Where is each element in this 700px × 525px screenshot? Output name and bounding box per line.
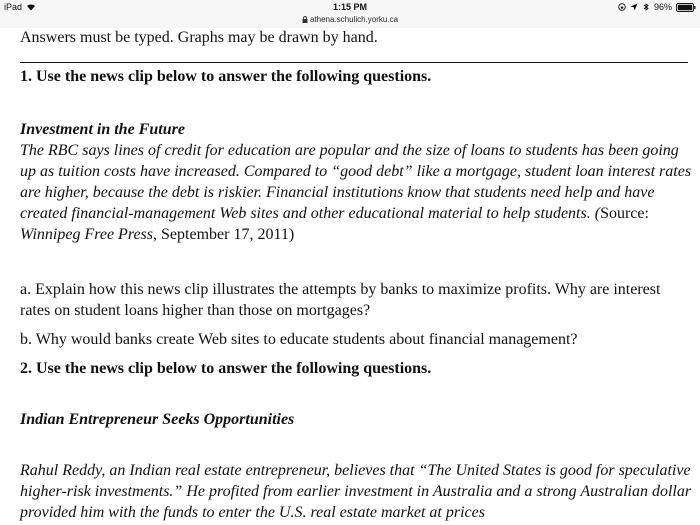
question-2-heading: 2. Use the news clip below to answer the following questions. [20,360,432,377]
orientation-lock-icon [618,3,626,11]
question-1-heading: 1. Use the news clip below to answer the following questions. [20,68,432,85]
divider [20,62,688,63]
question-1b: b. Why would banks create Web sites to educate students about financial management? [20,331,578,348]
clip-1-title: Investment in the Future [20,121,185,138]
clip-1-text: The RBC says lines of credit for education are popular and the size of loans to students has been going up as tuition costs have increased. Compared to “good debt” like a mortgage, student loan interest rates are higher, because the debt is riskier. Financial institutions know that students need help and have created financial-management Web sites and other educational material to help students. ( [20,142,692,222]
battery-percent: 96% [653,2,672,12]
battery-icon [676,3,696,12]
question-1a: a. Explain how this news clip illustrates the attempts by banks to maximize profits. Why are interest rates on student loans higher than those on mortgages? [20,281,661,319]
document [20,27,692,523]
clip-1-body [20,140,692,245]
url-text: athena.schulich.yorku.ca [309,15,399,24]
location-icon [630,3,638,11]
status-time: 1:15 PM [332,2,367,12]
status-right [618,2,696,12]
clip-2-body: Rahul Reddy, an Indian real estate entrepreneur, believes that “The United States is good for speculative higher-risk investments.” He profited from earlier investment in Australia and a strong Australian dollar provided him with the funds to enter the U.S. real estate market at prices [20,462,692,521]
device-label: iPad [4,2,23,12]
lock-icon [302,16,308,23]
address-bar[interactable] [0,15,700,24]
instructions-line: Answers must be typed. Graphs may be drawn by hand. [20,29,378,46]
status-bar [0,0,700,28]
clip-2-title: Indian Entrepreneur Seeks Opportunities [20,411,295,428]
clip-1-source-publication: Winnipeg Free Press [20,226,154,243]
bluetooth-icon [642,3,650,11]
clip-1-source-label: Source: [600,205,649,222]
clip-1-source-date: , September 17, 2011) [153,226,295,243]
